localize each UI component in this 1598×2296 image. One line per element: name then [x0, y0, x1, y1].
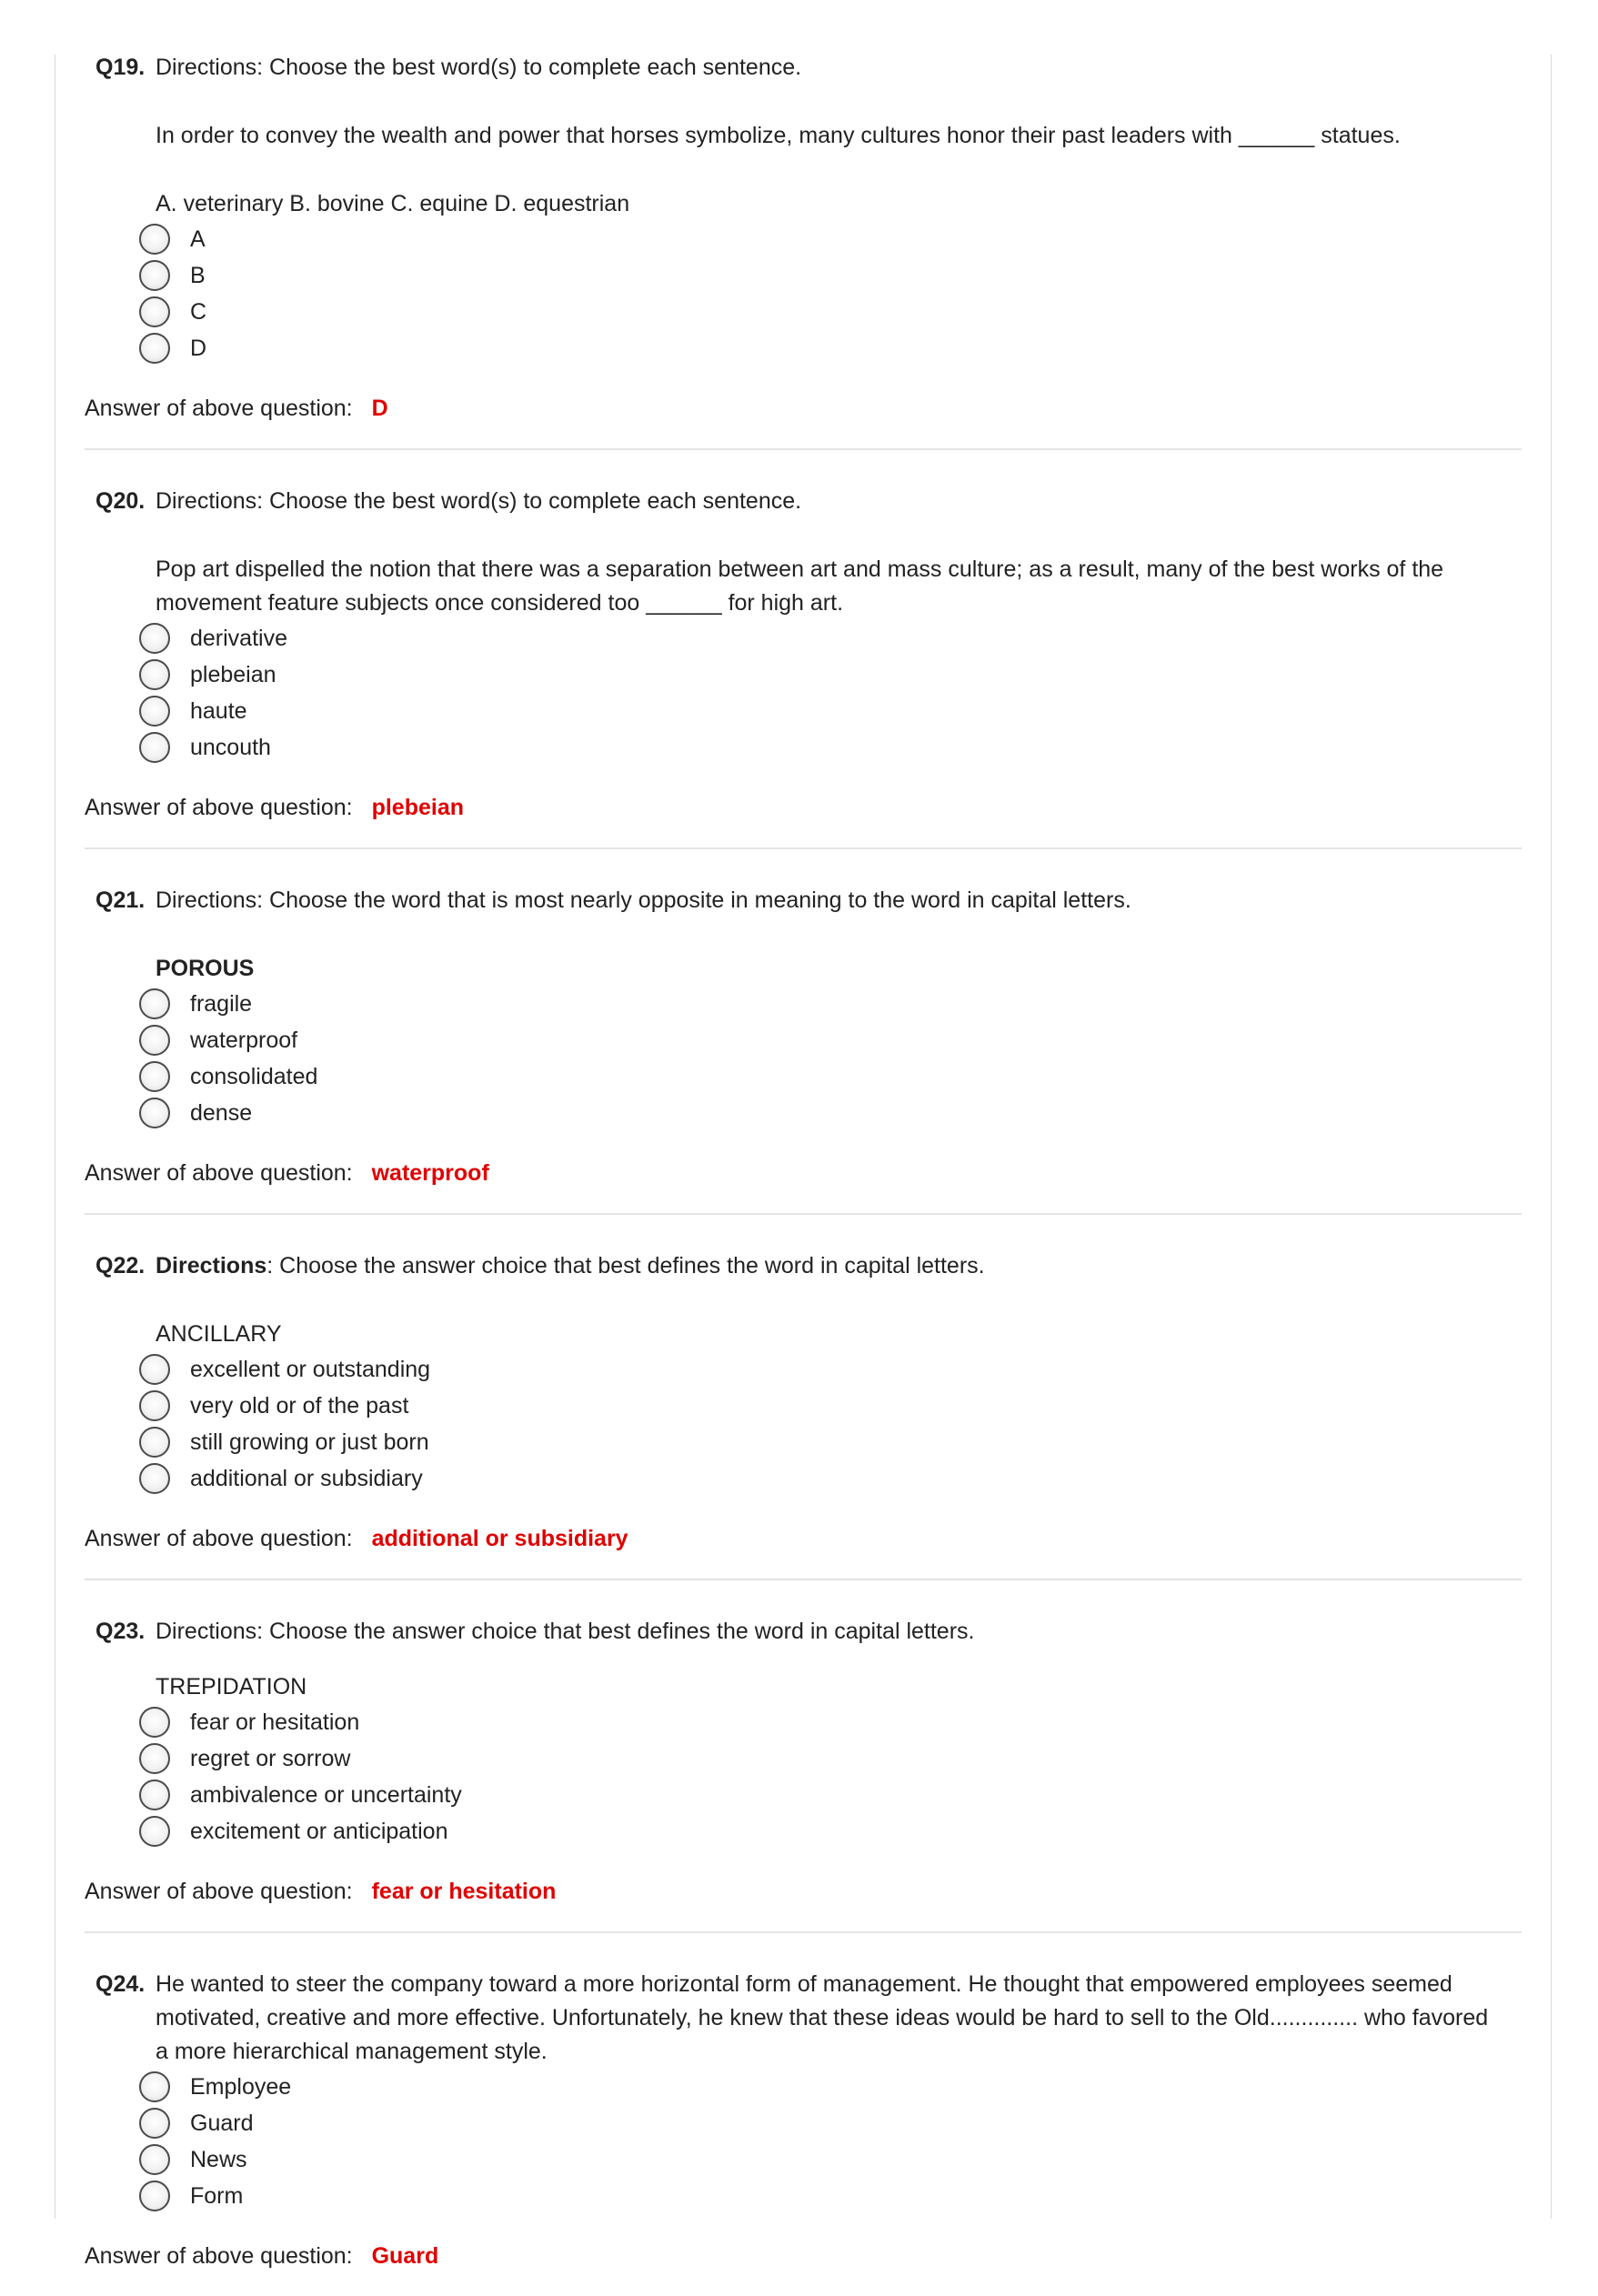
radio-button[interactable] [139, 1098, 170, 1128]
option-label: News [190, 2146, 247, 2172]
option-label: fragile [190, 990, 253, 1017]
option-label: Guard [190, 2110, 254, 2136]
option-2[interactable] [139, 2105, 1522, 2141]
option-label: waterproof [190, 1027, 298, 1053]
question-23 [85, 1615, 1522, 1933]
question-20 [85, 485, 1522, 849]
question-list [85, 51, 1522, 2296]
option-b[interactable] [139, 257, 1522, 294]
option-1[interactable] [139, 986, 1522, 1022]
option-1[interactable] [139, 620, 1522, 657]
radio-button[interactable] [139, 1707, 170, 1738]
radio-button[interactable] [139, 1743, 170, 1774]
radio-button[interactable] [139, 1390, 170, 1421]
question-directions: Directions: Choose the answer choice that best defines the word in capital letters. [156, 1619, 975, 1644]
question-directions [156, 1249, 1522, 1283]
question-text: He wanted to steer the company toward a more horizontal form of management. He thought that empowered employees seemed motivated, creative and more effective. Unfortunately, he knew that these ideas would be hard to sell to the Old.............. who favored a more hierarchical management style. [156, 1971, 1489, 2064]
radio-button[interactable] [139, 333, 170, 364]
option-a[interactable] [139, 221, 1522, 257]
answer-line [85, 791, 1522, 825]
choices-line: A. veterinary B. bovine C. equine D. equestrian [156, 191, 630, 216]
answer-label: Answer of above question: [85, 1160, 353, 1186]
option-3[interactable] [139, 1058, 1522, 1095]
option-3[interactable] [139, 1424, 1522, 1460]
answer-label: Answer of above question: [85, 1879, 353, 1904]
option-label: plebeian [190, 661, 276, 687]
option-2[interactable] [139, 1388, 1522, 1424]
radio-button[interactable] [139, 2144, 170, 2175]
option-label: D [190, 335, 207, 361]
question-header [85, 1249, 1522, 1283]
option-label: excitement or anticipation [190, 1818, 448, 1844]
question-stem: In order to convey the wealth and power that horses symbolize, many cultures honor their past leaders with ______ statues. [156, 123, 1401, 148]
question-number: Q23. [95, 1619, 146, 1644]
option-label: still growing or just born [190, 1429, 429, 1455]
option-4[interactable] [139, 1460, 1522, 1497]
question-stem: ANCILLARY [156, 1321, 282, 1347]
radio-button[interactable] [139, 2071, 170, 2102]
option-list [85, 620, 1522, 766]
answer-value: D [371, 396, 388, 421]
option-label: uncouth [190, 734, 271, 760]
question-stem: Pop art dispelled the notion that there was a separation between art and mass culture; as a result, many of the best works of the movement feature subjects once considered too ______ for high art. [156, 556, 1444, 616]
answer-label: Answer of above question: [85, 396, 353, 421]
question-24 [85, 1968, 1522, 2296]
option-label: excellent or outstanding [190, 1356, 431, 1382]
question-header [85, 884, 1522, 917]
option-d[interactable] [139, 330, 1522, 366]
option-label: ambivalence or uncertainty [190, 1781, 462, 1808]
question-directions: Directions: Choose the word that is most nearly opposite in meaning to the word in capital letters. [156, 887, 1131, 913]
option-label: consolidated [190, 1063, 318, 1089]
question-number: Q22. [95, 1253, 146, 1278]
answer-value: fear or hesitation [371, 1879, 557, 1904]
question-22 [85, 1249, 1522, 1580]
radio-button[interactable] [139, 1427, 170, 1458]
answer-line [85, 1157, 1522, 1190]
option-label: Employee [190, 2073, 292, 2100]
answer-line [85, 2240, 1522, 2273]
option-1[interactable] [139, 2069, 1522, 2105]
option-2[interactable] [139, 657, 1522, 693]
option-2[interactable] [139, 1022, 1522, 1058]
question-21 [85, 884, 1522, 1215]
radio-button[interactable] [139, 1816, 170, 1847]
option-4[interactable] [139, 1095, 1522, 1131]
option-label: dense [190, 1099, 253, 1126]
question-directions: Directions: Choose the best word(s) to complete each sentence. [156, 55, 802, 80]
radio-button[interactable] [139, 732, 170, 763]
radio-button[interactable] [139, 2181, 170, 2211]
directions-rest: : Choose the answer choice that best defines the word in capital letters. [266, 1253, 985, 1278]
question-number: Q20. [95, 488, 146, 514]
question-header [85, 1615, 1522, 1649]
option-label: regret or sorrow [190, 1745, 351, 1771]
question-header [85, 485, 1522, 518]
radio-button[interactable] [139, 260, 170, 291]
option-1[interactable] [139, 1351, 1522, 1388]
question-header [85, 51, 1522, 85]
option-4[interactable] [139, 729, 1522, 766]
radio-button[interactable] [139, 224, 170, 255]
option-list [85, 1704, 1522, 1850]
radio-button[interactable] [139, 1463, 170, 1494]
option-label: C [190, 298, 207, 325]
option-c[interactable] [139, 294, 1522, 330]
question-stem: POROUS [156, 956, 255, 981]
question-19 [85, 51, 1522, 450]
radio-button[interactable] [139, 659, 170, 690]
answer-value: Guard [371, 2243, 439, 2269]
option-label: fear or hesitation [190, 1709, 360, 1735]
answer-value: additional or subsidiary [371, 1526, 628, 1551]
question-number: Q21. [95, 887, 146, 913]
answer-label: Answer of above question: [85, 2243, 353, 2269]
radio-button[interactable] [139, 296, 170, 327]
answer-line [85, 392, 1522, 426]
question-number: Q19. [95, 55, 146, 80]
option-list [85, 1351, 1522, 1497]
option-label: A [190, 226, 206, 252]
answer-line [85, 1522, 1522, 1556]
option-list [85, 986, 1522, 1131]
question-stem: TREPIDATION [156, 1674, 307, 1699]
option-1[interactable] [139, 1704, 1522, 1740]
directions-bold: Directions [156, 1253, 267, 1278]
option-label: haute [190, 697, 247, 724]
answer-value: plebeian [371, 795, 465, 820]
option-2[interactable] [139, 1740, 1522, 1777]
radio-button[interactable] [139, 2108, 170, 2139]
option-list [85, 2069, 1522, 2214]
option-label: Form [190, 2182, 244, 2209]
answer-label: Answer of above question: [85, 795, 353, 820]
question-directions: Directions: Choose the best word(s) to complete each sentence. [156, 488, 802, 514]
answer-label: Answer of above question: [85, 1526, 353, 1551]
option-3[interactable] [139, 2141, 1522, 2178]
radio-button[interactable] [139, 696, 170, 727]
radio-button[interactable] [139, 1061, 170, 1092]
option-label: derivative [190, 625, 287, 651]
answer-line [85, 1875, 1522, 1909]
option-label: very old or of the past [190, 1392, 409, 1419]
radio-button[interactable] [139, 623, 170, 654]
option-3[interactable] [139, 1777, 1522, 1813]
option-label: B [190, 262, 206, 288]
option-4[interactable] [139, 1813, 1522, 1850]
option-label: additional or subsidiary [190, 1465, 423, 1491]
question-number: Q24. [95, 1971, 146, 1997]
radio-button[interactable] [139, 1025, 170, 1056]
option-3[interactable] [139, 693, 1522, 729]
answer-value: waterproof [371, 1160, 489, 1186]
radio-button[interactable] [139, 988, 170, 1019]
question-header [85, 1968, 1522, 2069]
option-list [85, 221, 1522, 366]
radio-button[interactable] [139, 1354, 170, 1385]
radio-button[interactable] [139, 1780, 170, 1810]
option-4[interactable] [139, 2178, 1522, 2214]
